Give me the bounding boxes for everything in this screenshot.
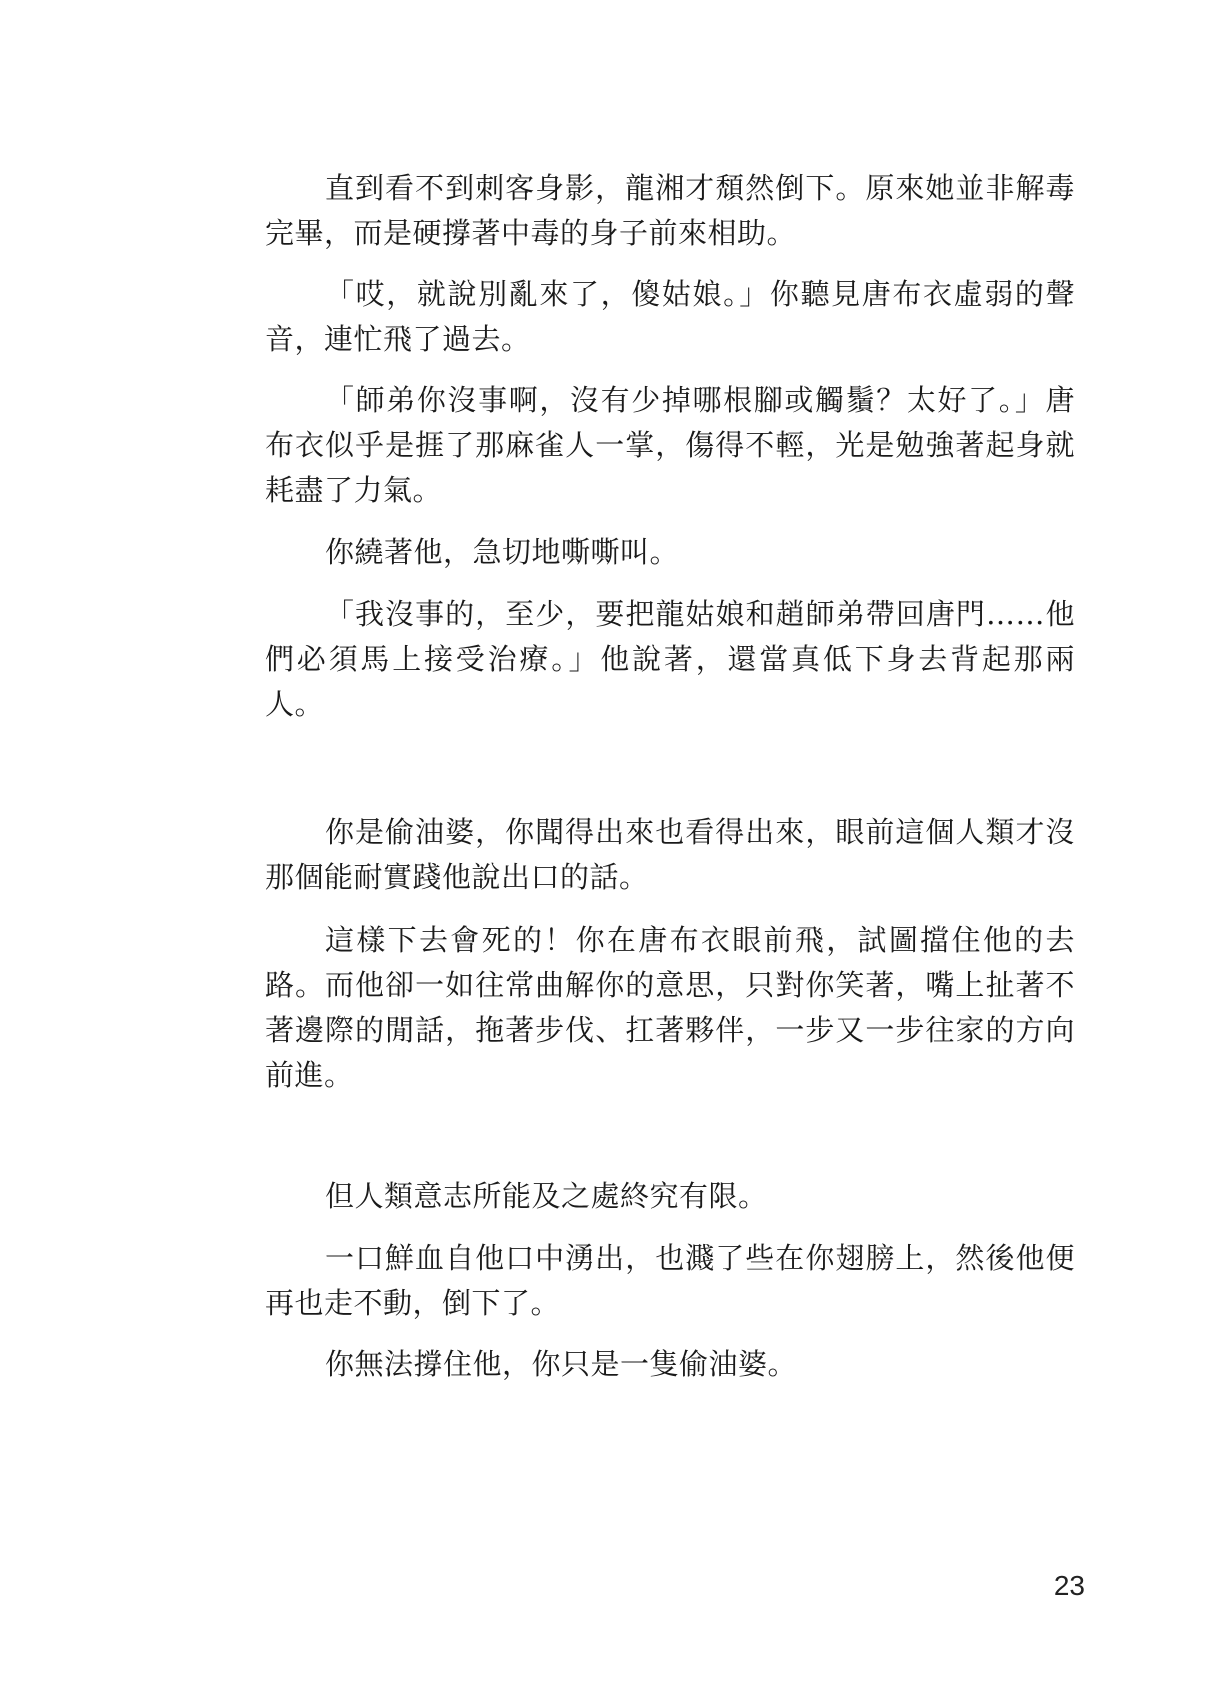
paragraph-4: 你繞著他，急切地嘶嘶叫。 [325, 535, 680, 569]
paragraph-10: 你無法撐住他，你只是一隻偷油婆。 [325, 1347, 798, 1381]
paragraph-2: 「哎，就說別亂來了，傻姑娘。」你聽見唐布衣虛弱的聲音，連忙飛了過去。 [265, 277, 1075, 356]
paragraph-8: 但人類意志所能及之處終究有限。 [325, 1179, 768, 1213]
paragraph-6: 你是偷油婆，你聞得出來也看得出來，眼前這個人類才沒那個能耐實踐他說出口的話。 [265, 815, 1075, 894]
paragraph-9: 一口鮮血自他口中湧出，也濺了些在你翅膀上，然後他便再也走不動，倒下了。 [265, 1241, 1075, 1320]
paragraph-1: 直到看不到刺客身影，龍湘才頹然倒下。原來她並非解毒完畢，而是硬撐著中毒的身子前來相助。 [265, 171, 1075, 250]
paragraph-7: 這樣下去會死的！你在唐布衣眼前飛，試圖擋住他的去路。而他卻一如往常曲解你的意思，只對你笑著，嘴上扯著不著邊際的閒話，拖著步伐、扛著夥伴，一步又一步往家的方向前進。 [265, 923, 1075, 1092]
page-number: 23 [1053, 1570, 1085, 1601]
paragraph-3: 「師弟你沒事啊，沒有少掉哪根腳或觸鬚？太好了。」唐布衣似乎是捱了那麻雀人一掌，傷得不輕，光是勉強著起身就耗盡了力氣。 [265, 383, 1075, 507]
paragraph-5: 「我沒事的，至少，要把龍姑娘和趙師弟帶回唐門……他們必須馬上接受治療。」他說著，還當真低下身去背起那兩人。 [265, 597, 1075, 721]
